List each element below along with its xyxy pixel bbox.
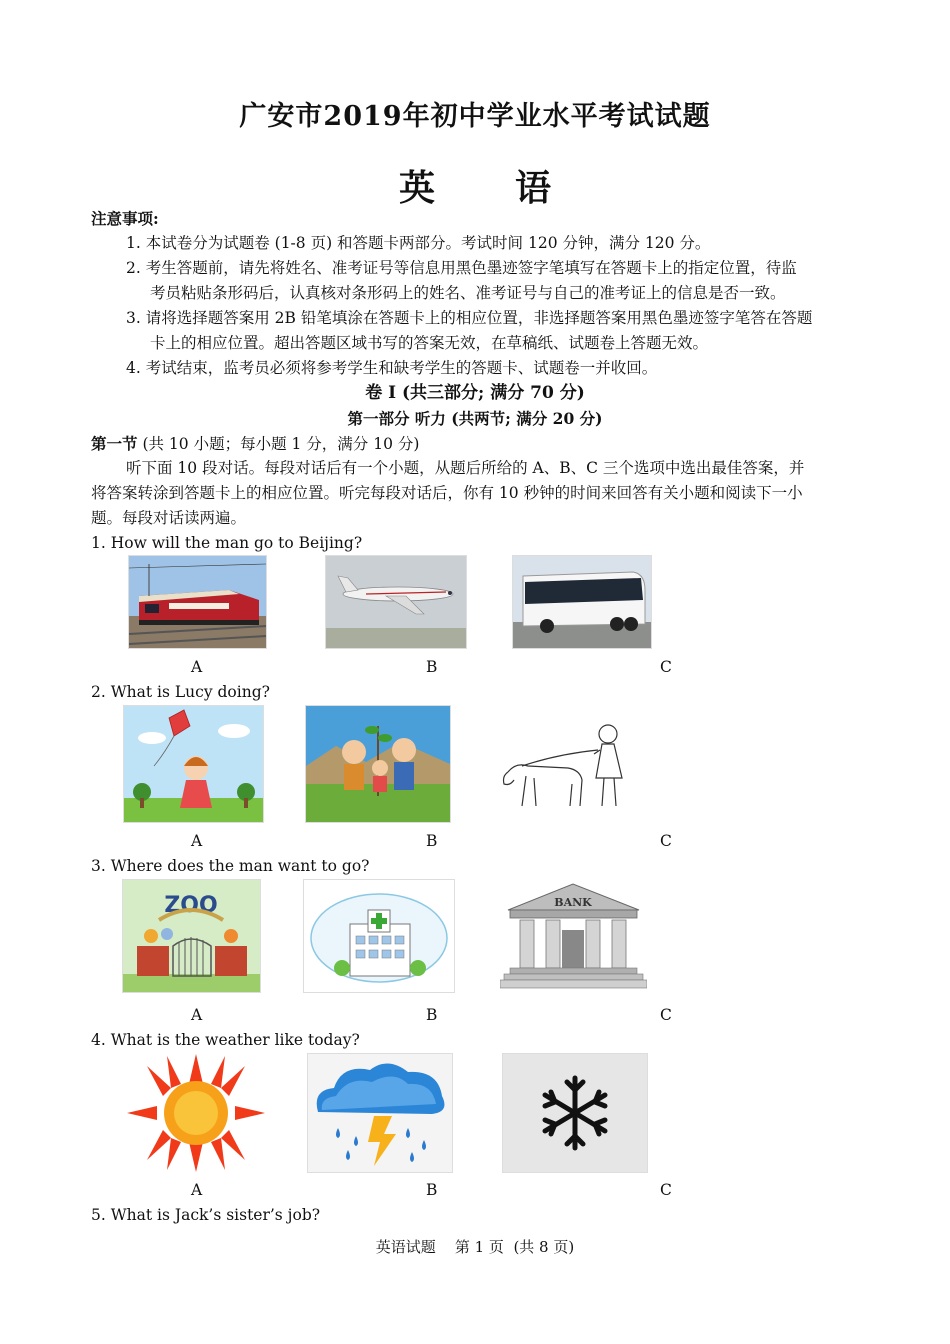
section-1-heading: [91, 431, 419, 457]
q4-option-a-label: A: [191, 1181, 203, 1199]
instruction-line-2: 将答案转涂到答题卡上的相应位置。听完每段对话后，你有 10 秒钟的时间来回答有关小题和阅读下一小: [91, 484, 803, 502]
zoo-sign-text: ZOO: [164, 893, 218, 918]
instruction-line-1: 听下面 10 段对话。每段对话后有一个小题，从题后所给的 A、B、C 三个选项中选出最佳答案，并: [126, 459, 805, 477]
q1-option-a-label: A: [191, 658, 203, 676]
notes-item-4: 4. 考试结束，监考员必须将参考学生和缺考学生的答题卡、试题卷一并收回。: [126, 359, 658, 377]
q1-option-c-label: C: [660, 658, 672, 676]
q4-option-b-label: B: [426, 1181, 438, 1199]
bank-sign-text: BANK: [554, 896, 592, 909]
sun-image[interactable]: [126, 1053, 266, 1173]
q4-option-c-label: C: [660, 1181, 672, 1199]
question-2: 2. What is Lucy doing?: [91, 683, 270, 701]
exam-title: 广安市2019年初中学业水平考试试题: [239, 101, 711, 132]
notes-item-2-line-1: 2. 考生答题前，请先将姓名、准考证号等信息用黑色墨迹签字笔填写在答题卡上的指定位置，待监: [126, 259, 797, 277]
volume-title: 卷 I (共三部分; 满分 70 分): [365, 383, 585, 403]
thunderstorm-image[interactable]: [307, 1053, 453, 1173]
q3-option-c-label: C: [660, 1006, 672, 1024]
q2-option-a-label: A: [191, 832, 203, 850]
question-5: 5. What is Jack’s sister’s job?: [91, 1206, 321, 1224]
page-footer: 英语试题 第 1 页 (共 8 页): [375, 1238, 575, 1256]
notes-item-3-line-1: 3. 请将选择题答案用 2B 铅笔填涂在答题卡上的相应位置，非选择题答案用黑色墨迹签字笔答在答题: [126, 309, 813, 327]
q2-option-c-label: C: [660, 832, 672, 850]
notes-heading: 注意事项:: [91, 209, 159, 228]
notes-item-1: 1. 本试卷分为试题卷 (1-8 页) 和答题卡两部分。考试时间 120 分钟，满分 120 分。: [126, 234, 711, 252]
subject-char-1: 英: [398, 167, 435, 209]
q2-option-b-label: B: [426, 832, 438, 850]
zoo-image[interactable]: [122, 879, 261, 993]
part-1-title: 第一部分 听力 (共两节; 满分 20 分): [347, 409, 603, 428]
q1-option-b-label: B: [426, 658, 438, 676]
dog-walking-image[interactable]: [497, 713, 639, 815]
question-1: 1. How will the man go to Beijing?: [91, 534, 363, 552]
q3-option-a-label: A: [191, 1006, 203, 1024]
question-4: 4. What is the weather like today?: [91, 1031, 360, 1049]
section-1-label: 第一节: [91, 434, 138, 453]
kite-girl-image[interactable]: [123, 705, 264, 823]
notes-item-2-line-2: 考员粘贴条形码后，认真核对条形码上的姓名、准考证号与自己的准考证上的信息是否一致。: [150, 284, 786, 302]
hospital-image[interactable]: [303, 879, 455, 993]
train-image[interactable]: [128, 555, 267, 649]
question-3: 3. Where does the man want to go?: [91, 857, 370, 875]
bus-image[interactable]: [512, 555, 652, 649]
subject-title: [0, 160, 950, 211]
notes-item-3-line-2: 卡上的相应位置。超出答题区域书写的答案无效，在草稿纸、试题卷上答题无效。: [150, 334, 709, 352]
snowflake-image[interactable]: [502, 1053, 648, 1173]
subject-char-2: 语: [515, 167, 552, 209]
planting-trees-image[interactable]: [305, 705, 451, 823]
airplane-image[interactable]: [325, 555, 467, 649]
instruction-line-3: 题。每段对话读两遍。: [91, 509, 247, 527]
q3-option-b-label: B: [426, 1006, 438, 1024]
section-1-desc: (共 10 小题；每小题 1 分，满分 10 分): [137, 435, 420, 453]
bank-image[interactable]: [499, 879, 648, 993]
